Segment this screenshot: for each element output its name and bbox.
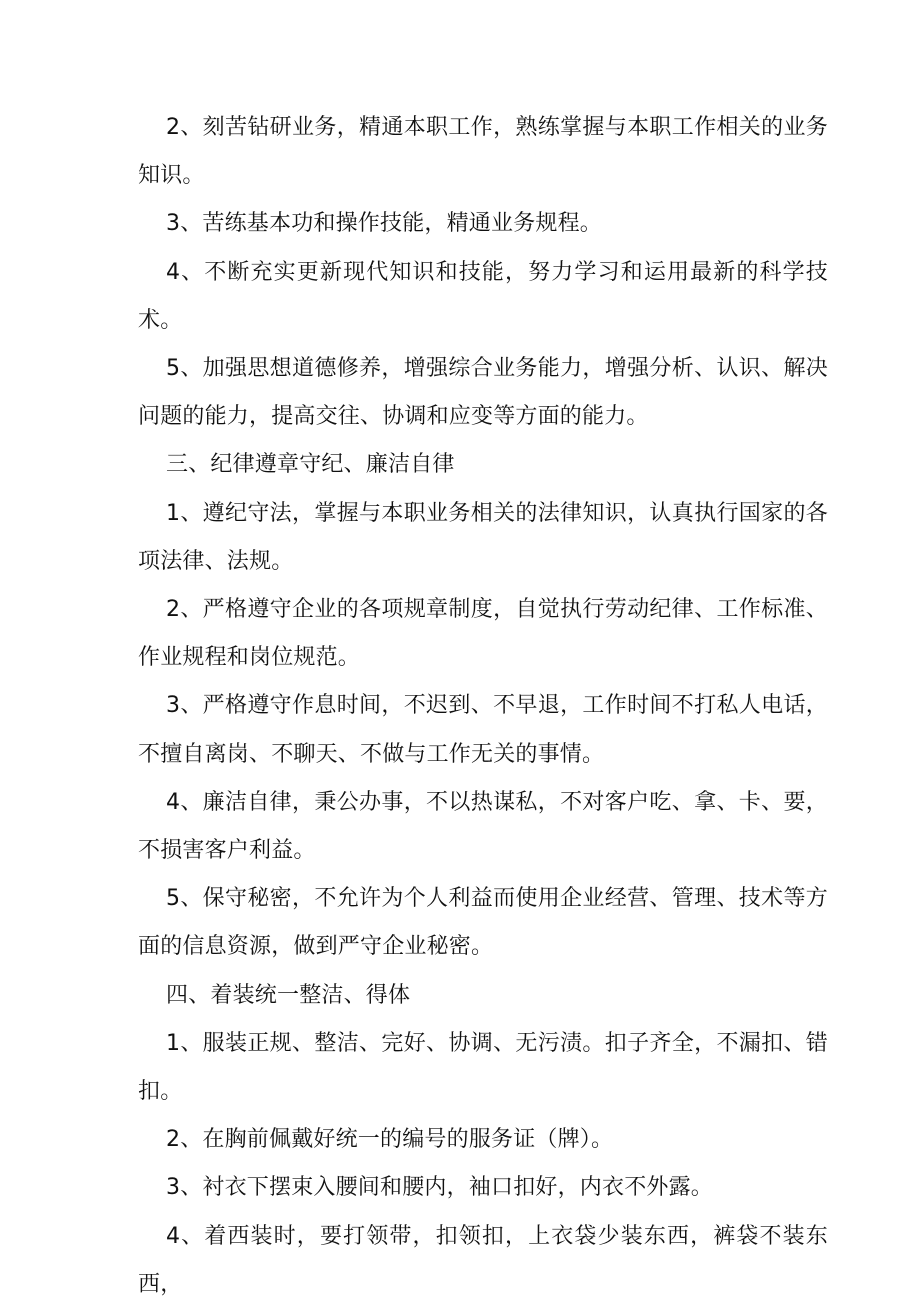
paragraph-discipline-3: 3、严格遵守作息时间，不迟到、不早退，工作时间不打私人电话，不擅自离岗、不聊天、不做与工作无关的事情。 — [138, 693, 828, 767]
paragraph-training-3: 3、苦练基本功和操作技能，精通业务规程。 — [166, 211, 602, 237]
paragraph-dress-2: 2、在胸前佩戴好统一的编号的服务证（牌）。 — [166, 1127, 614, 1153]
document-body — [138, 104, 828, 1309]
paragraph-training-4: 4、不断充实更新现代知识和技能，努力学习和运用最新的科学技术。 — [138, 259, 828, 333]
paragraph-discipline-4: 4、廉洁自律，秉公办事，不以热谋私，不对客户吃、拿、卡、要，不损害客户利益。 — [138, 789, 828, 864]
section-heading-dress: 四、着装统一整洁、得体 — [166, 982, 411, 1008]
paragraph-dress-1: 1、服装正规、整洁、完好、协调、无污渍。扣子齐全，不漏扣、错扣。 — [138, 1030, 828, 1105]
paragraph-training-5: 5、加强思想道德修养，增强综合业务能力，增强分析、认识、解决问题的能力，提高交往、协调和应变等方面的能力。 — [138, 356, 828, 430]
paragraph-dress-4: 4、着西装时，要打领带，扣领扣，上衣袋少装东西，裤袋不装东西， — [138, 1223, 828, 1297]
section-heading-discipline: 三、纪律遵章守纪、廉洁自律 — [166, 452, 455, 478]
paragraph-discipline-2: 2、严格遵守企业的各项规章制度，自觉执行劳动纪律、工作标准、作业规程和岗位规范。 — [138, 597, 828, 671]
paragraph-discipline-1: 1、遵纪守法，掌握与本职业务相关的法律知识，认真执行国家的各项法律、法规。 — [138, 500, 828, 574]
paragraph-training-2: 2、刻苦钻研业务，精通本职工作，熟练掌握与本职工作相关的业务知识。 — [138, 115, 828, 189]
paragraph-dress-3: 3、衬衣下摆束入腰间和腰内，袖口扣好，内衣不外露。 — [166, 1175, 713, 1201]
paragraph-discipline-5: 5、保守秘密，不允许为个人利益而使用企业经营、管理、技术等方面的信息资源，做到严守企业秘密。 — [138, 886, 828, 960]
